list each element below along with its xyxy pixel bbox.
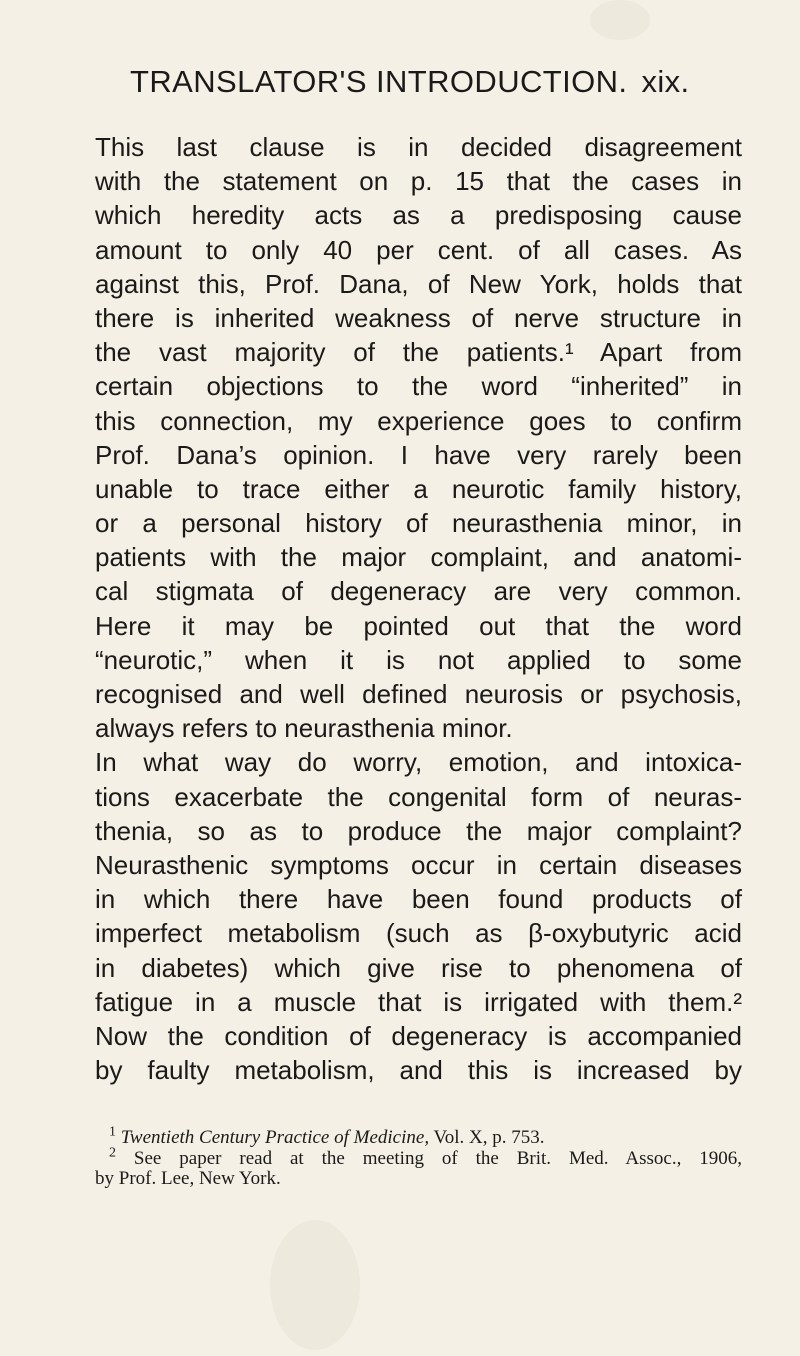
text-line: This last clause is in decided disagreement — [95, 132, 742, 162]
text-line: with the statement on p. 15 that the cases in — [95, 166, 742, 197]
text-line: fatigue in a muscle that is irrigated with them.² — [95, 986, 742, 1017]
footnote-citation-title: Twentieth Century Practice of Medicine, — [120, 1127, 430, 1148]
text-line: in which there have been found products of — [95, 884, 742, 915]
text-line: thenia, so as to produce the major complaint? — [95, 815, 742, 846]
footnote-2-continued: by Prof. Lee, New York. — [95, 1168, 281, 1189]
text-line: amount to only 40 per cent. of all cases. As — [95, 234, 742, 265]
text-line: imperfect metabolism (such as β-oxybutyric acid — [95, 918, 742, 949]
text-line: always refers to neurasthenia minor. — [95, 713, 513, 744]
text-line: this connection, my experience goes to confirm — [95, 405, 742, 436]
footnote-text: See paper read at the meeting of the Brit. Med. Assoc., 1906, — [133, 1147, 743, 1169]
text-line: by faulty metabolism, and this is increased by — [95, 1055, 742, 1086]
body-text — [95, 130, 742, 1087]
text-line: Neurasthenic symptoms occur in certain diseases — [95, 849, 742, 880]
text-line: unable to trace either a neurotic family history, — [95, 473, 742, 504]
text-line: cal stigmata of degeneracy are very common. — [95, 576, 742, 607]
paper-stain — [590, 0, 650, 40]
text-line: there is inherited weakness of nerve structure in — [95, 302, 742, 333]
footnote-citation-rest: Vol. X, p. 753. — [433, 1127, 545, 1148]
footnotes — [95, 1124, 743, 1190]
text-line: “neurotic,” when it is not applied to some — [95, 644, 742, 675]
footnote-marker: 2 — [109, 1145, 116, 1161]
text-line: certain objections to the word “inherited” in — [95, 371, 742, 402]
text-line: recognised and well defined neurosis or psychosis, — [95, 679, 742, 709]
text-line: In what way do worry, emotion, and intoxica- — [95, 747, 742, 778]
running-header — [130, 64, 740, 100]
footnote-2 — [95, 1145, 743, 1170]
text-line: in diabetes) which give rise to phenomena of — [95, 952, 742, 983]
text-line: patients with the major complaint, and anatomi- — [95, 542, 742, 573]
text-line: or a personal history of neurasthenia minor, in — [95, 508, 742, 539]
footnote-1 — [95, 1124, 742, 1149]
paper-stain — [270, 1220, 360, 1350]
text-line: against this, Prof. Dana, of New York, holds that — [95, 268, 742, 299]
header-title: TRANSLATOR'S INTRODUCTION. — [130, 64, 628, 99]
footnote-marker: 1 — [109, 1124, 116, 1140]
page-number: xix. — [641, 64, 690, 99]
text-line: the vast majority of the patients.¹ Apart from — [95, 337, 742, 368]
text-line: Now the condition of degeneracy is accompanied — [95, 1020, 742, 1051]
text-line: Prof. Dana’s opinion. I have very rarely been — [95, 439, 742, 470]
text-line: tions exacerbate the congenital form of neuras- — [95, 781, 742, 812]
text-line: which heredity acts as a predisposing cause — [95, 200, 742, 231]
text-line: Here it may be pointed out that the word — [95, 610, 742, 641]
